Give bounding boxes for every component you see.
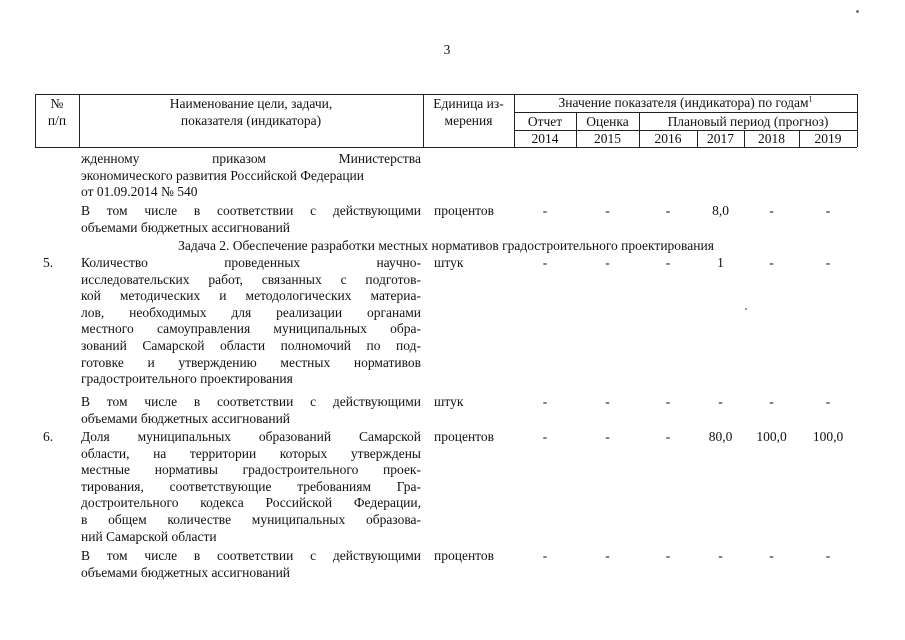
row-value: -	[665, 255, 671, 270]
row-name	[81, 548, 421, 581]
row-value: -	[718, 394, 723, 409]
row-name-line: тирования, соответствующие требованиям Гра-	[81, 478, 421, 494]
row-value: -	[825, 255, 831, 270]
row-value: -	[605, 255, 610, 270]
row-value: -	[542, 394, 548, 409]
row-value: -	[605, 429, 610, 444]
report-label: Отчет	[527, 114, 563, 129]
row-name-line: достроительного кодекса Российской Федерации,	[81, 495, 421, 511]
row-value: -	[718, 548, 723, 563]
plan-year-2016: 2016	[654, 131, 682, 146]
row-name-line: ний Самарской области	[81, 528, 217, 544]
row-name-line: в общем количестве муниципальных образова-	[81, 511, 421, 527]
scan-speck	[745, 308, 747, 310]
row-name-line: Количество проведенных научно-	[81, 255, 421, 270]
row-value: -	[605, 394, 610, 409]
task-heading: Задача 2. Обеспечение разработки местных нормативов градостроительного проектирования	[178, 238, 714, 253]
row-value: -	[769, 548, 774, 563]
row-value: -	[825, 548, 831, 563]
row-name-line: от 01.09.2014 № 540	[81, 184, 198, 200]
row-name-line: В том числе в соответствии с действующими	[81, 548, 421, 563]
row-name-line: жденному приказом Министерства	[81, 151, 421, 166]
col-num-header-2: п/п	[47, 113, 67, 128]
row-value: -	[605, 548, 610, 563]
col-values-group-text: Значение показателя (индикатора) по годам	[558, 95, 809, 110]
row-value: 100,0	[756, 429, 787, 444]
row-name	[81, 394, 421, 427]
row-name-line: объемами бюджетных ассигнований	[81, 410, 291, 426]
row-value: -	[542, 429, 548, 444]
col-unit-header-1: Единица из-	[433, 96, 504, 111]
row-value: 100,0	[812, 429, 844, 444]
row-value: -	[542, 203, 548, 218]
row-unit: процентов	[434, 429, 495, 444]
col-unit-header-2: мерения	[444, 113, 493, 128]
row-name	[81, 255, 421, 388]
row-name-line: готовке и утверждению местных нормативов	[81, 354, 421, 370]
row-value: -	[769, 394, 774, 409]
col-num-header-1: №	[50, 96, 64, 111]
row-name-line: Доля муниципальных образований Самарской	[81, 429, 421, 444]
plan-year-2017: 2017	[707, 131, 734, 146]
row-value: -	[825, 394, 831, 409]
row-value: -	[665, 429, 671, 444]
row-name-line: кой методических и методологических материа-	[81, 288, 421, 304]
row-value: -	[769, 203, 774, 218]
row-number: 6.	[43, 429, 54, 444]
row-name-line: зований Самарской области полномочий по под-	[81, 337, 421, 353]
row-name-line: местные нормативы градостроительного проек-	[81, 462, 421, 478]
row-value: -	[769, 255, 774, 270]
plan-year-2018: 2018	[758, 131, 785, 146]
col-name-header-2: показателя (индикатора)	[180, 113, 322, 128]
row-name-line: экономического развития Российской Федерации	[81, 167, 365, 183]
scan-speck	[856, 10, 859, 13]
row-value: -	[542, 548, 548, 563]
col-values-footnote: 1	[808, 94, 813, 104]
row-value: -	[665, 394, 671, 409]
row-name-line: объемами бюджетных ассигнований	[81, 564, 291, 580]
row-unit: процентов	[434, 203, 495, 218]
row-value: -	[825, 203, 831, 218]
row-number: 5.	[43, 255, 54, 270]
row-name-line: В том числе в соответствии с действующими	[81, 203, 421, 218]
col-values-group-header	[514, 95, 857, 111]
row-value: 1	[717, 255, 724, 270]
row-value: -	[665, 203, 671, 218]
report-year: 2014	[531, 131, 559, 146]
row-name	[81, 203, 421, 236]
row-name-line: исследовательских работ, связанных с подготов-	[81, 271, 421, 287]
col-name-header-1: Наименование цели, задачи,	[169, 96, 333, 111]
row-value: -	[542, 255, 548, 270]
plan-group-header: Плановый период (прогноз)	[667, 114, 829, 129]
row-name-line: лов, необходимых для реализации органами	[81, 304, 421, 320]
page-number: 3	[443, 42, 451, 57]
row-name	[81, 151, 421, 201]
row-value: -	[605, 203, 610, 218]
row-name-line: области, на территории которых утверждены	[81, 445, 421, 461]
plan-year-2019: 2019	[814, 131, 842, 146]
row-name	[81, 429, 421, 545]
row-value: 8,0	[712, 203, 729, 218]
estimate-label: Оценка	[586, 114, 629, 129]
row-unit: штук	[434, 394, 464, 409]
row-name-line: градостроительного проектирования	[81, 371, 293, 387]
row-name-line: объемами бюджетных ассигнований	[81, 219, 291, 235]
row-name-line: местного самоуправления муниципальных обра-	[81, 321, 421, 337]
row-unit: процентов	[434, 548, 495, 563]
estimate-year: 2015	[594, 131, 621, 146]
row-name-line: В том числе в соответствии с действующими	[81, 394, 421, 409]
row-unit: штук	[434, 255, 464, 270]
row-value: -	[665, 548, 671, 563]
row-value: 80,0	[708, 429, 733, 444]
